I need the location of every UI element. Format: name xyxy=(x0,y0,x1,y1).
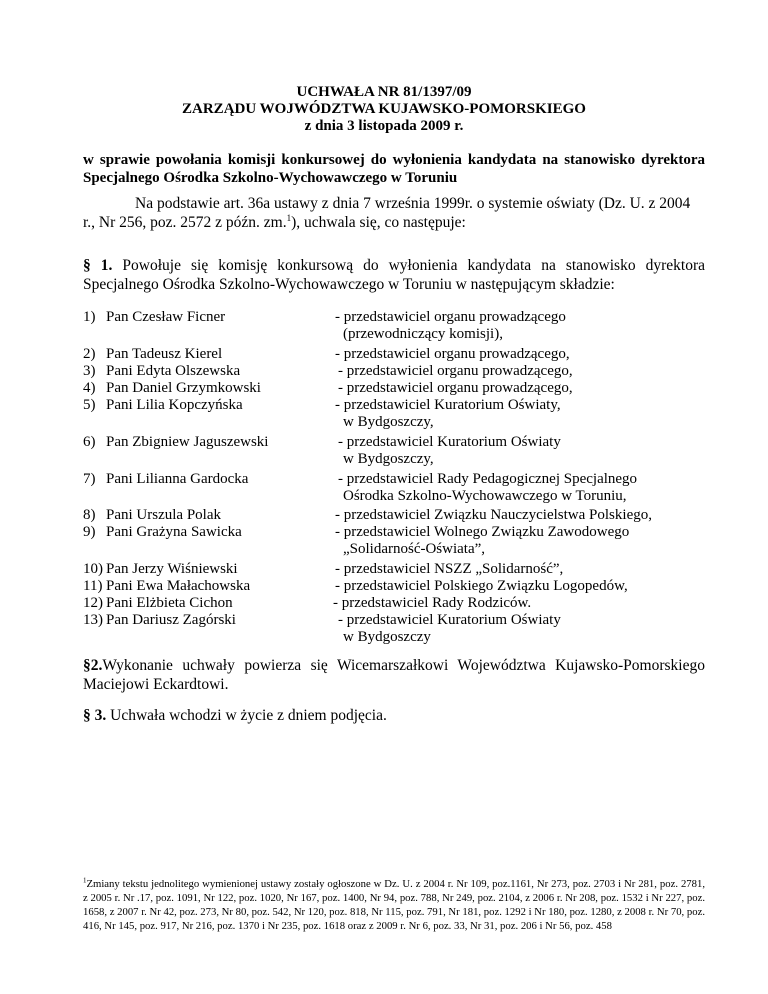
member-name xyxy=(83,346,283,363)
member-role-cont xyxy=(343,629,763,646)
member-label: Pani Lilianna Gardocka xyxy=(106,471,249,487)
role-line: - przedstawiciel Wolnego Związku Zawodowego xyxy=(335,524,630,540)
member-number: 10) xyxy=(83,561,103,577)
member-number: 1) xyxy=(83,309,96,325)
resolution-subject: w sprawie powołania komisji konkursowej do wyłonienia kandydata na stanowisko dyrektora Specjalnego Ośrodka Szkolno-Wychowawczego w Toruniu xyxy=(83,152,705,186)
member-label: Pan Jerzy Wiśniewski xyxy=(106,561,238,577)
member-role xyxy=(335,578,755,595)
footnote-mark: 1 xyxy=(83,876,87,885)
section-2 xyxy=(83,656,705,694)
role-line: „Solidarność-Oświata”, xyxy=(343,541,486,557)
member-role xyxy=(335,346,755,363)
member-label: Pan Daniel Grzymkowski xyxy=(106,380,261,396)
member-role-cont xyxy=(343,326,763,343)
role-line: w Bydgoszczy, xyxy=(343,414,434,430)
section-1 xyxy=(83,256,705,294)
member-name xyxy=(83,524,283,541)
member-number: 7) xyxy=(83,471,96,487)
member-role xyxy=(338,434,758,451)
resolution-issuer: ZARZĄDU WOJWÓDZTWA KUJAWSKO-POMORSKIEGO xyxy=(182,101,586,117)
member-role xyxy=(333,595,753,612)
member-role xyxy=(338,471,758,488)
member-role-cont xyxy=(343,541,763,558)
member-name xyxy=(83,612,283,629)
role-line: - przedstawiciel Polskiego Związku Logopedów, xyxy=(335,578,628,594)
member-role xyxy=(335,309,755,326)
role-line: - przedstawiciel organu prowadzącego, xyxy=(338,363,573,379)
member-role xyxy=(338,380,758,397)
member-role xyxy=(335,397,755,414)
member-number: 6) xyxy=(83,434,96,450)
member-label: Pani Lilia Kopczyńska xyxy=(106,397,243,413)
footnote xyxy=(83,877,705,933)
member-label: Pan Dariusz Zagórski xyxy=(106,612,236,628)
member-name xyxy=(83,561,283,578)
role-line: w Bydgoszczy xyxy=(343,629,431,645)
member-number: 2) xyxy=(83,346,96,362)
member-role-cont xyxy=(343,414,763,431)
role-line: Ośrodka Szkolno-Wychowawczego w Toruniu, xyxy=(343,488,627,504)
role-line: - przedstawiciel organu prowadzącego, xyxy=(335,346,570,362)
member-role xyxy=(338,363,758,380)
member-name xyxy=(83,380,283,397)
member-name xyxy=(83,507,283,524)
member-name xyxy=(83,434,283,451)
role-line: - przedstawiciel organu prowadzącego xyxy=(335,309,566,325)
member-label: Pan Zbigniew Jaguszewski xyxy=(106,434,269,450)
preamble-text-end: ), uchwala się, co następuje: xyxy=(291,214,466,231)
role-line: - przedstawiciel Rady Pedagogicznej Specjalnego xyxy=(338,471,638,487)
member-number: 4) xyxy=(83,380,96,396)
role-line: - przedstawiciel organu prowadzącego, xyxy=(338,380,573,396)
member-number: 13) xyxy=(83,612,103,628)
member-name xyxy=(83,595,283,612)
member-name xyxy=(83,309,283,326)
member-role xyxy=(335,524,755,541)
member-role xyxy=(335,507,755,524)
role-line: (przewodniczący komisji), xyxy=(343,326,503,342)
role-line: - przedstawiciel Rady Rodziców. xyxy=(333,595,532,611)
preamble xyxy=(83,194,705,232)
member-number: 8) xyxy=(83,507,96,523)
member-name xyxy=(83,471,283,488)
member-number: 5) xyxy=(83,397,96,413)
role-line: - przedstawiciel Kuratorium Oświaty xyxy=(338,434,561,450)
member-role-cont xyxy=(343,488,763,505)
role-line: - przedstawiciel Kuratorium Oświaty, xyxy=(335,397,561,413)
member-label: Pani Grażyna Sawicka xyxy=(106,524,242,540)
section-3 xyxy=(83,706,705,725)
member-role-cont xyxy=(343,451,763,468)
footnote-text: Zmiany tekstu jednolitego wymienionej ustawy zostały ogłoszone w Dz. U. z 2004 r. Nr 109, poz.1161, Nr 273, poz. 2703 i Nr 281, poz. 2781, z 2005 r. Nr .17, poz. 1091, Nr 122, poz. 1020, Nr 167, poz. 1400, Nr 94, poz. 788, Nr 249, poz. 2104, z 2006 r. Nr 208, poz. 1532 i Nr 227, poz. 1658, z 2007 r. Nr 42, poz. 273, Nr 80, poz. 542, Nr 120, poz. 818, Nr 115, poz. 791, Nr 181, poz. 1292 i Nr 180, poz. 1280, z 2008 r. Nr 70, poz. 416, Nr 145, poz. 917, Nr 216, poz. 1370 i Nr 235, poz. 1618 oraz z 2009 r. Nr 6, poz. 33, Nr 31, poz. 206 i Nr 56, poz. 458 xyxy=(83,878,705,932)
footnote-reference[interactable]: 1 xyxy=(286,212,292,223)
member-label: Pan Czesław Ficner xyxy=(106,309,226,325)
member-number: 9) xyxy=(83,524,96,540)
member-label: Pani Urszula Polak xyxy=(106,507,221,523)
member-name xyxy=(83,578,283,595)
member-label: Pan Tadeusz Kierel xyxy=(106,346,223,362)
section-2-text: Wykonanie uchwały powierza się Wicemarszałkowi Województwa Kujawsko-Pomorskiego Maciejowi Eckardtowi. xyxy=(83,657,705,693)
member-label: Pani Ewa Małachowska xyxy=(106,578,251,594)
member-number: 12) xyxy=(83,595,103,611)
section-1-text: Powołuje się komisję konkursową do wyłonienia kandydata na stanowisko dyrektora Specjalnego Ośrodka Szkolno-Wychowawczego w Toruniu w następującym składzie: xyxy=(83,257,705,293)
resolution-date: z dnia 3 listopada 2009 r. xyxy=(304,118,464,134)
role-line: - przedstawiciel NSZZ „Solidarność”, xyxy=(335,561,564,577)
section-1-label: § 1. xyxy=(83,257,113,274)
role-line: - przedstawiciel Związku Nauczycielstwa Polskiego, xyxy=(335,507,652,523)
member-number: 11) xyxy=(83,578,103,594)
member-number: 3) xyxy=(83,363,96,379)
member-label: Pani Edyta Olszewska xyxy=(106,363,241,379)
section-3-label: § 3. xyxy=(83,707,107,724)
member-role xyxy=(335,561,755,578)
section-2-label: §2. xyxy=(83,657,103,674)
member-name xyxy=(83,363,283,380)
preamble-text: Na podstawie art. 36a ustawy z dnia 7 września 1999r. o systemie oświaty (Dz. U. z 2004 r., Nr 256, poz. 2572 z późn. zm. xyxy=(83,195,691,231)
member-label: Pani Elżbieta Cichon xyxy=(106,595,233,611)
role-line: w Bydgoszczy, xyxy=(343,451,434,467)
role-line: - przedstawiciel Kuratorium Oświaty xyxy=(338,612,561,628)
section-3-text: Uchwała wchodzi w życie z dniem podjęcia. xyxy=(106,707,387,724)
member-role xyxy=(338,612,758,629)
member-name xyxy=(83,397,283,414)
resolution-number: UCHWAŁA NR 81/1397/09 xyxy=(296,84,472,100)
